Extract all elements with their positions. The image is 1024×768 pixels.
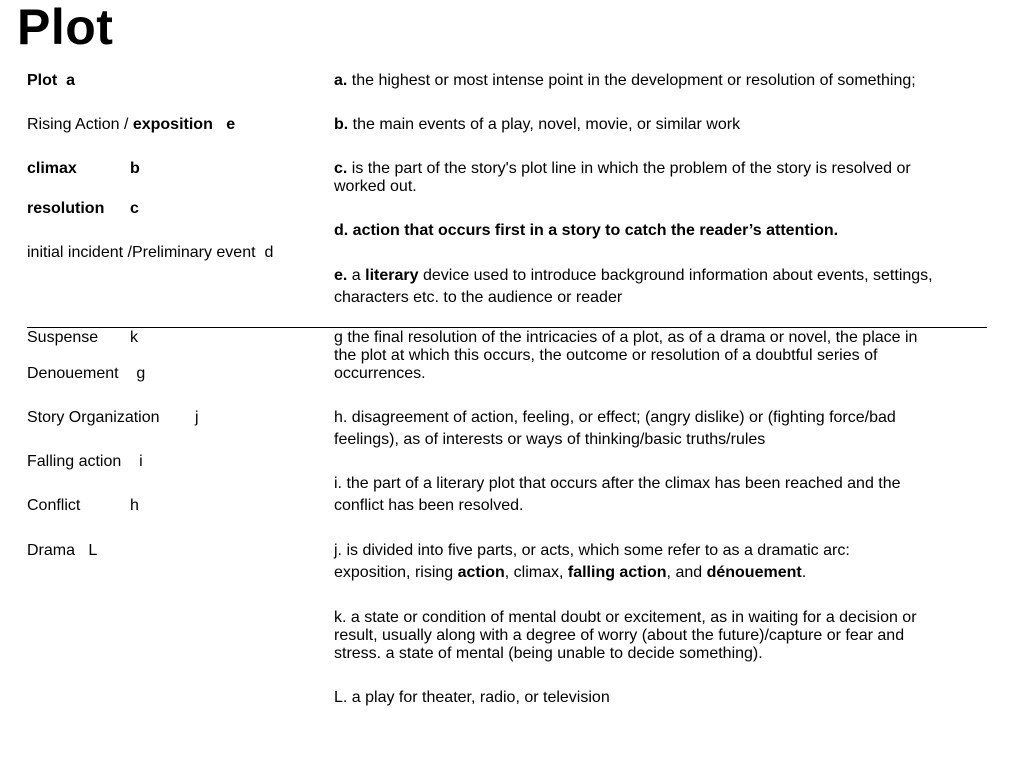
definition-c [334, 160, 911, 178]
term-text: Drama [27, 542, 76, 559]
definition-i: i. the part of a literary plot that occurs after the climax has been reached and the [334, 475, 901, 492]
term-conflict: Conflict [27, 497, 81, 514]
definition-k-line2: result, usually along with a degree of worry (about the future)/capture or fear and [334, 627, 905, 644]
term-answer: a [66, 72, 76, 89]
definition-e-line2: characters etc. to the audience or reader [334, 289, 623, 306]
term-text: Plot [27, 72, 58, 89]
term-text: Denouement [27, 365, 119, 382]
definition-i-line2: conflict has been resolved. [334, 497, 524, 514]
definition-g: g the final resolution of the intricacies of a plot, as of a drama or novel, the place in [334, 329, 918, 346]
term-denouement [27, 365, 145, 383]
term-story-organization-answer: j [195, 409, 199, 426]
definition-bold: action [457, 564, 505, 581]
term-answer: L [88, 542, 98, 559]
definition-c-line2: worked out. [334, 178, 417, 195]
definition-bold: dénouement [706, 564, 802, 581]
section-divider [27, 327, 987, 328]
definition-letter: a. [334, 72, 348, 89]
term-text: climax [27, 160, 77, 177]
definition-h: h. disagreement of action, feeling, or effect; (angry dislike) or (fighting force/bad [334, 409, 896, 426]
definition-text: , climax, [504, 564, 568, 581]
definition-text: exposition, rising [334, 564, 458, 581]
page-title: Plot [17, 0, 114, 55]
definition-text: is the part of the story's plot line in which the problem of the story is resolved or [347, 160, 911, 177]
definition-bold: literary [365, 267, 419, 284]
definition-g-line3: occurrences. [334, 365, 426, 382]
term-climax [27, 160, 77, 178]
term-answer: c [130, 200, 139, 217]
definition-h-line2: feelings), as of interests or ways of thinking/basic truths/rules [334, 431, 766, 448]
term-drama [27, 542, 97, 560]
term-resolution [27, 200, 104, 218]
definition-text: device used to introduce background information about events, settings, [418, 267, 933, 284]
definition-j: j. is divided into five parts, or acts, which some refer to as a dramatic arc: [334, 542, 850, 559]
definition-letter: c. [334, 160, 348, 177]
term-text: initial incident /Preliminary event [27, 244, 256, 261]
term-text: Falling action [27, 453, 122, 470]
definition-d [334, 222, 838, 240]
term-plot [27, 72, 75, 90]
definition-k: k. a state or condition of mental doubt or excitement, as in waiting for a decision or [334, 609, 917, 626]
term-initial-incident [27, 244, 273, 262]
term-rising-action [27, 116, 235, 134]
term-text: exposition [132, 116, 213, 133]
definition-text: , and [666, 564, 707, 581]
term-answer: i [139, 453, 143, 470]
definition-letter: e. [334, 267, 348, 284]
definition-bold: falling action [567, 564, 667, 581]
term-story-organization: Story Organization [27, 409, 160, 426]
definition-L: L. a play for theater, radio, or television [334, 689, 610, 706]
definition-a [334, 72, 916, 90]
definition-text: the highest or most intense point in the development or resolution of something; [347, 72, 916, 89]
definition-text: . [801, 564, 807, 581]
term-answer: e [226, 116, 236, 133]
term-conflict-answer: h [130, 497, 139, 514]
term-suspense: Suspense [27, 329, 99, 346]
term-prefix: Rising Action / [27, 116, 133, 133]
term-suspense-answer: k [130, 329, 138, 346]
term-answer: b [130, 160, 140, 177]
term-climax-answer [130, 160, 140, 178]
definition-text: a [347, 267, 366, 284]
definition-letter: b. [334, 116, 349, 133]
definition-k-line3: stress. a state of mental (being unable to decide something). [334, 645, 763, 662]
term-text: resolution [27, 200, 105, 217]
definition-text: the main events of a play, novel, movie, or similar work [348, 116, 741, 133]
definition-g-line2: the plot at which this occurs, the outcome or resolution of a doubtful series of [334, 347, 878, 364]
term-answer: d [264, 244, 274, 261]
definition-e [334, 267, 933, 285]
definition-b [334, 116, 740, 134]
definition-text: d. action that occurs first in a story to catch the reader’s attention. [334, 222, 839, 239]
term-falling-action [27, 453, 143, 471]
term-answer: g [136, 365, 146, 382]
definition-j-line2 [334, 564, 806, 582]
term-resolution-answer [130, 200, 139, 218]
